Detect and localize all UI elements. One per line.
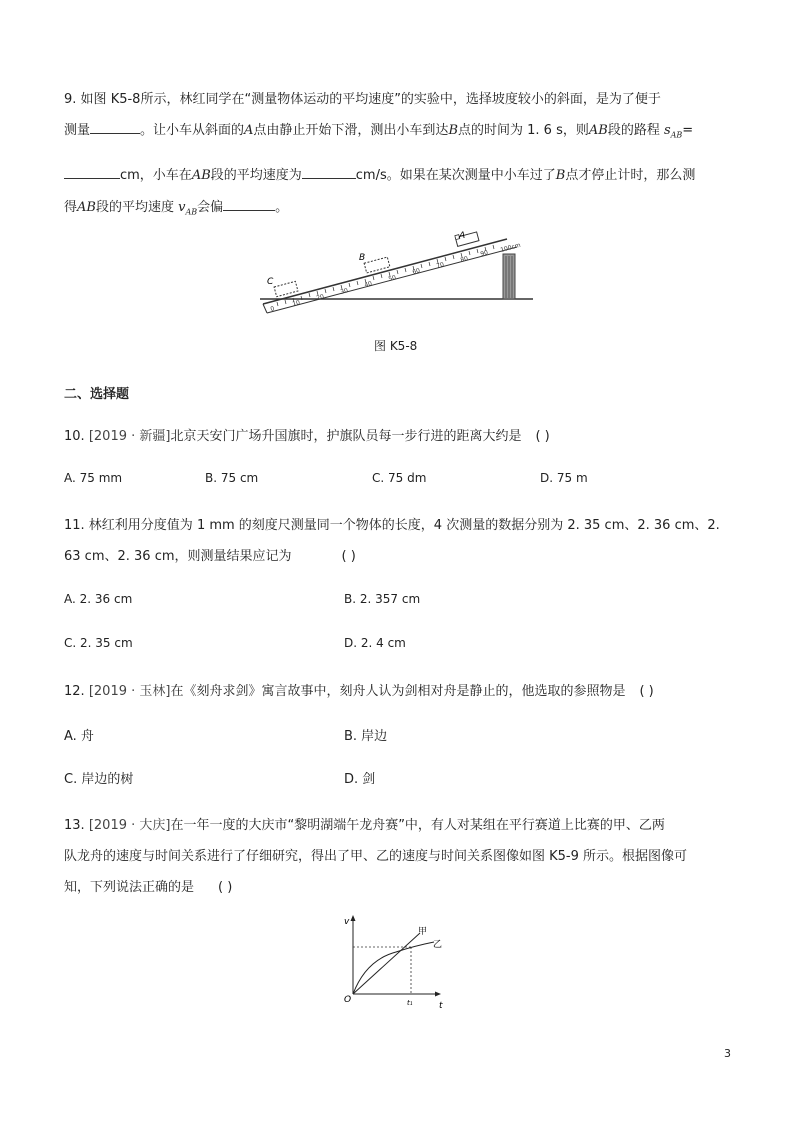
label-yi: 乙 — [433, 940, 443, 950]
vt-graph — [336, 912, 456, 1012]
curve-jia — [353, 933, 420, 994]
tick-label: 80 — [459, 255, 469, 264]
q12-option-d[interactable]: D. 剑 — [344, 772, 376, 787]
q9-line4: 得AB段的平均速度 $v_{AB}$会偏 。 — [64, 200, 289, 217]
q9-line2: 测量 。让小车从斜面的A点由静止开始下滑，测出小车到达B点的时间为 1. 6 s，则AB段的路程 $s_{AB}=$ — [64, 123, 694, 140]
tick-label: 40 — [363, 280, 373, 289]
axis-label-t: t — [439, 1001, 443, 1011]
page-number: 3 — [724, 1047, 731, 1060]
axis-label-v: v — [344, 917, 350, 927]
blank-1[interactable] — [90, 121, 140, 134]
q13-line1: 13. [2019 · 大庆]在一年一度的大庆市“黎明湖端午龙舟赛”中，有人对某组在平行赛道上比赛的甲、乙两 — [64, 818, 665, 833]
tick-label: 90 — [479, 249, 489, 258]
blank-3[interactable] — [302, 166, 356, 179]
label-jia: 甲 — [418, 927, 428, 937]
q10-option-c[interactable]: C. 75 dm — [372, 471, 427, 485]
cart-C — [274, 281, 298, 296]
incline-board — [263, 239, 507, 304]
q13-line2: 队龙舟的速度与时间关系进行了仔细研究，得出了甲、乙的速度与时间关系图像如图 K5-9 所示。根据图像可 — [64, 849, 688, 864]
q9-line1: 9. 如图 K5-8所示，林红同学在“测量物体运动的平均速度”的实验中，选择坡度较小的斜面，是为了便于 — [64, 92, 661, 107]
tick-label: 30 — [339, 287, 349, 296]
q9-line3: cm，小车在AB段的平均速度为 cm/s。如果在某次测量中小车过了B点才停止计时，那么测 — [64, 164, 695, 183]
q12-option-c[interactable]: C. 岸边的树 — [64, 772, 134, 787]
q12-option-b[interactable]: B. 岸边 — [344, 729, 388, 744]
tick-label: 20 — [315, 293, 325, 302]
q11-option-b[interactable]: B. 2. 357 cm — [344, 592, 421, 606]
q12-stem: 12. [2019 · 玉林]在《刻舟求剑》寓言故事中，刻舟人认为剑相对舟是静止的，他选取的参照物是 ( ) — [64, 684, 654, 699]
q10-option-d[interactable]: D. 75 m — [540, 471, 588, 485]
section-title: 二、选择题 — [64, 387, 130, 402]
blank-2[interactable] — [64, 166, 120, 179]
figure-caption-k5-8: 图 K5-8 — [374, 339, 418, 353]
t1-label: t₁ — [407, 999, 413, 1007]
curve-yi — [353, 942, 434, 994]
q11-option-a[interactable]: A. 2. 36 cm — [64, 592, 133, 606]
label-C: C — [267, 277, 274, 287]
q13-line3: 知，下列说法正确的是 ( ) — [64, 880, 233, 895]
q11-line2: 63 cm、2. 36 cm，则测量结果应记为 ( ) — [64, 549, 356, 564]
tick-label: 10 — [291, 299, 301, 308]
blank-4[interactable] — [223, 198, 275, 211]
tick-label: 50 — [387, 274, 397, 283]
q11-option-d[interactable]: D. 2. 4 cm — [344, 636, 406, 650]
label-A: A — [459, 231, 466, 241]
origin-label: O — [344, 995, 352, 1005]
tick-label: 70 — [435, 261, 445, 270]
q11-line1: 11. 林红利用分度值为 1 mm 的刻度尺测量同一个物体的长度，4 次测量的数据分别为 2. 35 cm、2. 36 cm、2. — [64, 518, 720, 533]
tick-label: 0 — [269, 305, 276, 313]
q11-option-c[interactable]: C. 2. 35 cm — [64, 636, 133, 650]
tick-label: 60 — [411, 267, 421, 276]
q10-stem: 10. [2019 · 新疆]北京天安门广场升国旗时，护旗队员每一步行进的距离大约是 ( ) — [64, 429, 550, 444]
q10-option-a[interactable]: A. 75 mm — [64, 471, 123, 485]
incline-figure — [255, 228, 540, 318]
q10-option-b[interactable]: B. 75 cm — [205, 471, 259, 485]
label-B: B — [359, 253, 366, 263]
q12-option-a[interactable]: A. 舟 — [64, 729, 94, 744]
ruler-ticks — [277, 245, 494, 306]
tick-label: 100cm — [499, 241, 522, 254]
